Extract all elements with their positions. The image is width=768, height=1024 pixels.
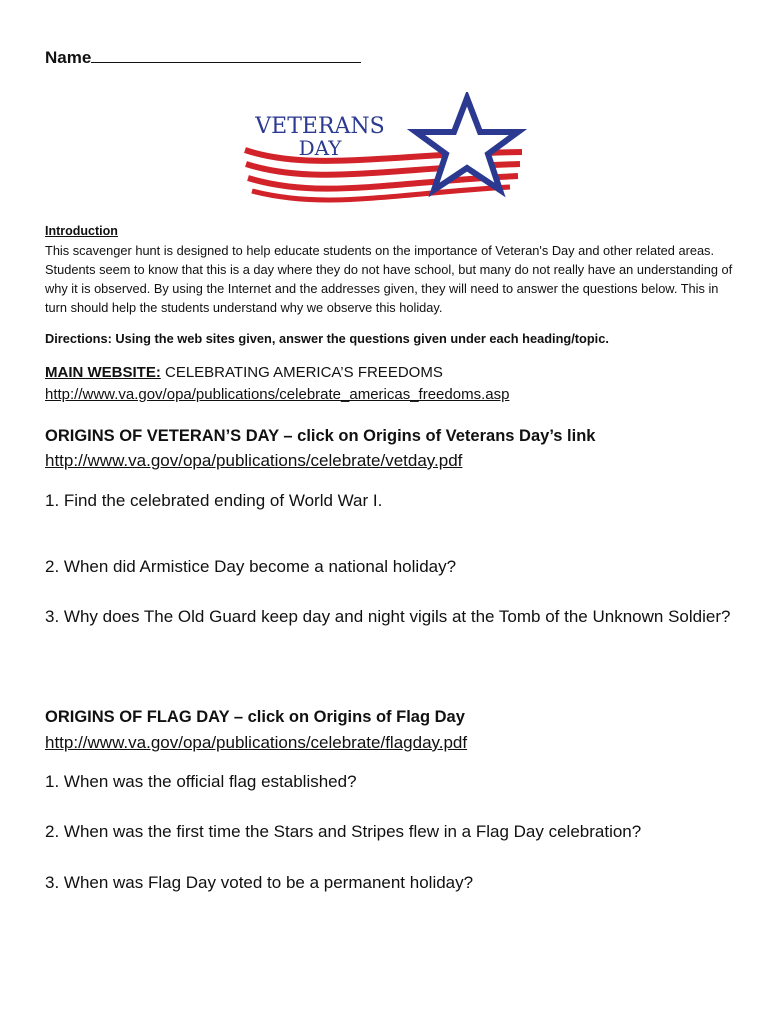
flag-question-2: 2. When was the first time the Stars and Stripes flew in a Flag Day celebration? <box>45 822 642 841</box>
intro-heading: Introduction <box>45 224 118 238</box>
main-website-link[interactable]: http://www.va.gov/opa/publications/celebrate_americas_freedoms.asp <box>45 386 510 403</box>
flag-question-1: 1. When was the official flag established? <box>45 772 357 791</box>
name-label: Name <box>45 48 92 67</box>
main-website-line <box>45 364 443 381</box>
veterans-question-3: 3. Why does The Old Guard keep day and night vigils at the Tomb of the Unknown Soldier? <box>45 607 731 626</box>
flagday-link[interactable]: http://www.va.gov/opa/publications/celebrate/flagday.pdf <box>45 733 468 752</box>
logo-line-veterans: VETERANS <box>255 114 385 139</box>
section-flag-day-heading: ORIGINS OF FLAG DAY – click on Origins of Flag Day <box>45 708 465 726</box>
veterans-question-1: 1. Find the celebrated ending of World War I. <box>45 491 383 510</box>
logo-line-day: DAY <box>298 136 342 160</box>
veterans-day-logo <box>240 92 530 212</box>
section-veterans-day-heading: ORIGINS OF VETERAN’S DAY – click on Origins of Veterans Day’s link <box>45 427 596 445</box>
vetday-link[interactable]: http://www.va.gov/opa/publications/celebrate/vetday.pdf <box>45 451 463 470</box>
intro-paragraph: This scavenger hunt is designed to help educate students on the importance of Veteran's Day and other related areas. Students seem to know that this is a day where they do not have school, but many do not really have an understanding of why it is observed. By using the Internet and the addresses given, they will need to answer the questions below. This in turn should help the students understand why we observe this holiday. <box>45 243 733 315</box>
name-field <box>45 48 361 68</box>
directions: Directions: Using the web sites given, answer the questions given under each heading/topic. <box>45 331 609 346</box>
main-website-title: CELEBRATING AMERICA’S FREEDOMS <box>160 364 443 381</box>
veterans-question-2: 2. When did Armistice Day become a national holiday? <box>45 557 457 576</box>
flag-question-3: 3. When was Flag Day voted to be a permanent holiday? <box>45 873 474 892</box>
name-blank-line <box>91 48 361 63</box>
main-website-label: MAIN WEBSITE: <box>45 364 161 381</box>
